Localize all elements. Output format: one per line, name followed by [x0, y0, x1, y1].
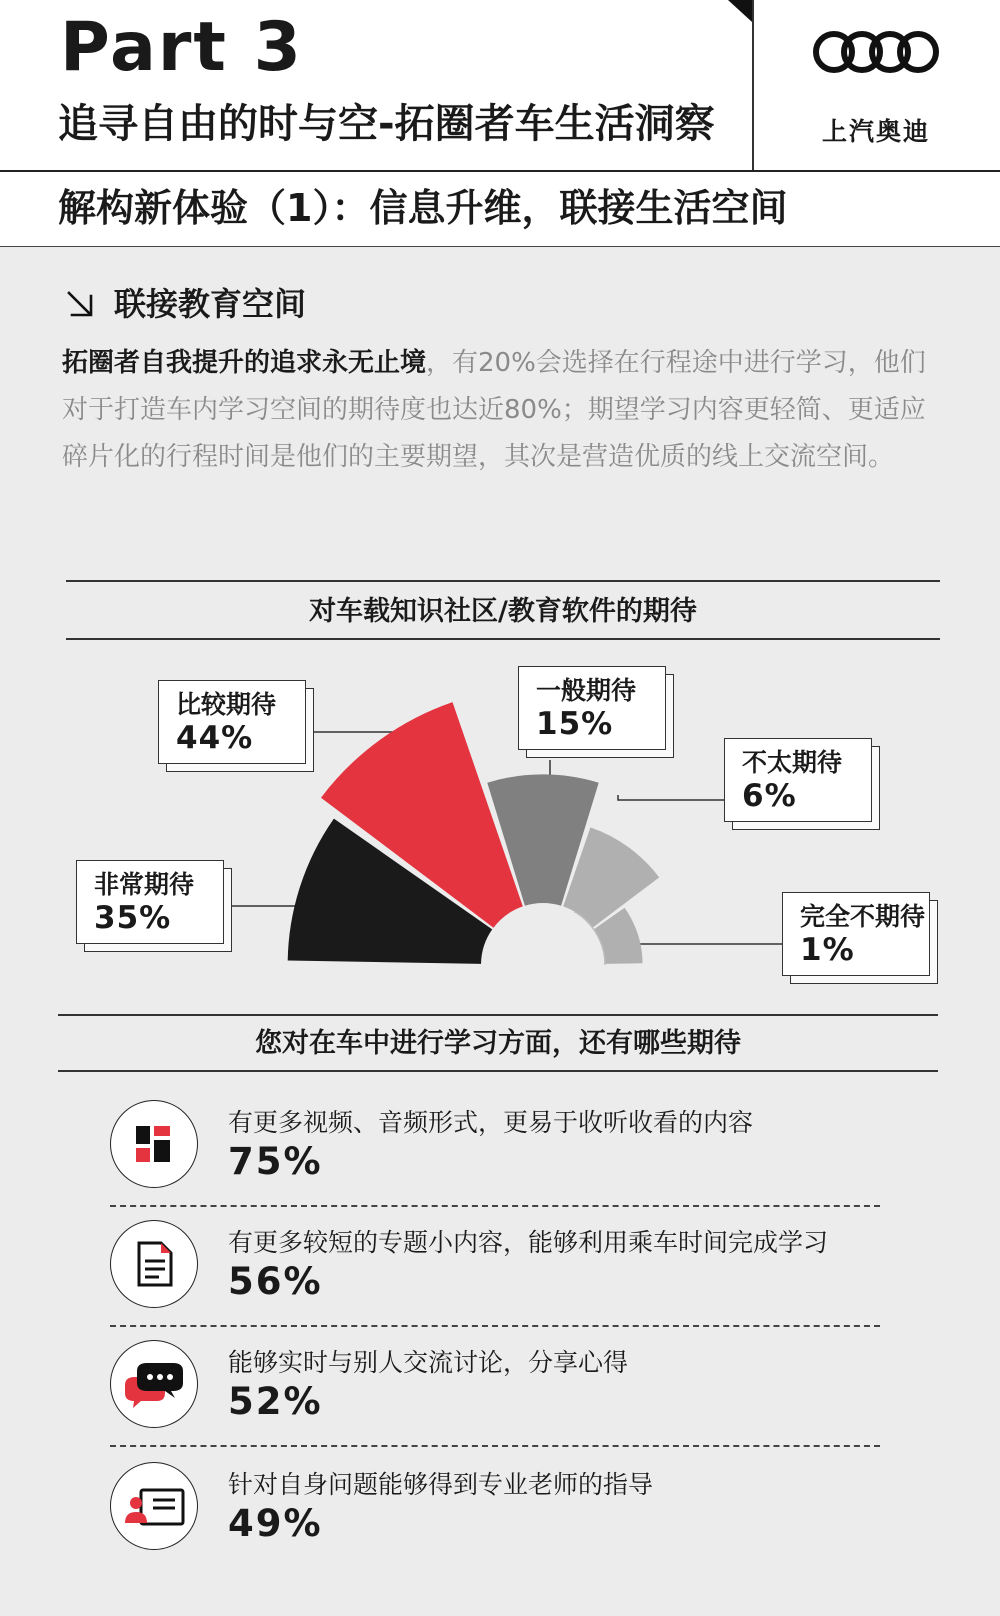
slice-label: 完全不期待	[800, 902, 926, 931]
page-header	[0, 0, 1000, 172]
item-label: 能够实时与别人交流讨论，分享心得	[228, 1348, 629, 1377]
item-label: 有更多较短的专题小内容，能够利用乘车时间完成学习	[228, 1228, 829, 1257]
slice-value-label: 15%	[536, 706, 614, 742]
slice-value-label: 35%	[94, 900, 172, 936]
item-label: 有更多视频、音频形式，更易于收听收看的内容	[228, 1108, 754, 1137]
chart-title-rule-top	[66, 580, 940, 582]
question-title: 您对在车中进行学习方面，还有哪些期待	[255, 1028, 741, 1059]
layout-blocks-icon	[110, 1100, 198, 1188]
section-title: 联接教育空间	[114, 285, 307, 323]
slice-label: 比较期待	[176, 690, 277, 719]
question-rule-bottom	[58, 1070, 938, 1072]
item-label: 针对自身问题能够得到专业老师的指导	[228, 1470, 654, 1499]
slice-label: 一般期待	[536, 676, 637, 705]
slice-value-label: 44%	[176, 720, 254, 756]
chart-title: 对车载知识社区/教育软件的期待	[309, 596, 697, 627]
item-value: 52%	[228, 1380, 323, 1423]
callout-connector-4	[618, 795, 725, 800]
callout-slice-4	[724, 738, 872, 822]
page-title: 追寻自由的时与空-拓圈者车生活洞察	[58, 101, 715, 147]
list-item	[110, 1340, 880, 1440]
part-title: Part 3	[60, 8, 303, 87]
id-card-icon	[110, 1462, 198, 1550]
callout-slice-5	[782, 892, 930, 976]
arrow-down-right-icon	[64, 288, 96, 320]
callout-slice-1	[76, 860, 224, 944]
brand-logo-icon	[812, 28, 940, 76]
item-value: 56%	[228, 1260, 323, 1303]
slice-label: 不太期待	[742, 748, 843, 777]
list-item	[110, 1462, 880, 1562]
subheader	[0, 172, 1000, 247]
brand-name: 上汽奥迪	[821, 117, 930, 146]
question-rule-top	[58, 1014, 938, 1016]
slice-label: 非常期待	[94, 870, 195, 899]
item-value: 75%	[228, 1140, 323, 1183]
subheader-title: 解构新体验（1）：信息升维，联接生活空间	[58, 186, 788, 230]
callout-slice-2	[158, 680, 306, 764]
intro-text: ，有20%会选择在行程途中进行学习，他们对于打造车内学习空间的期待度也达近80%；期望学习内容更轻简、更适应碎片化的行程时间是他们的主要期望，其次是营造优质的线上交流空间。	[62, 348, 926, 472]
document-icon	[110, 1220, 198, 1308]
row-separator	[110, 1445, 880, 1447]
slice-value-label: 6%	[742, 778, 797, 814]
slice-value-label: 1%	[800, 932, 855, 968]
chat-bubbles-icon	[110, 1340, 198, 1428]
list-item	[110, 1100, 880, 1200]
row-separator	[110, 1205, 880, 1207]
row-separator	[110, 1325, 880, 1327]
item-value: 49%	[228, 1502, 323, 1545]
corner-notch	[728, 0, 752, 22]
callout-slice-3	[518, 666, 666, 750]
intro-bold: 拓圈者自我提升的追求永无止境	[62, 348, 427, 378]
intro-paragraph	[62, 340, 942, 481]
list-item	[110, 1220, 880, 1320]
